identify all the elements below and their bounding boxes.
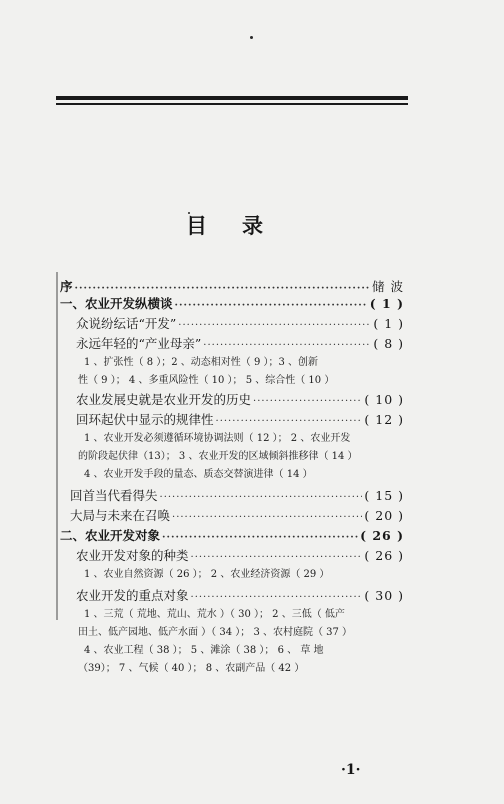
- leader-dots: [75, 281, 371, 297]
- toc-entry-page: ( 30 ): [364, 588, 404, 603]
- toc-entry-label: 永远年轻的“产业母亲”: [76, 336, 202, 351]
- toc-entry-label: 一、农业开发纵横谈: [60, 296, 173, 311]
- toc-subitems: 1 、扩张性（ 8 ）；2 、动态相对性（ 9 ）；3 、创新: [84, 357, 319, 368]
- toc-entry-page: ( 20 ): [364, 508, 404, 523]
- toc-entry[interactable]: [76, 336, 404, 354]
- toc-entry[interactable]: [76, 316, 404, 334]
- toc-subitems: 田土、低产园地、低产水面 ）（ 34 ）； 3 、农村庭院（ 37 ）: [78, 627, 353, 638]
- toc-title: [176, 210, 276, 246]
- page-number: ·1·: [341, 762, 361, 778]
- toc-title-char-2: 录: [242, 213, 263, 238]
- toc-entry-page: ( 26 ): [364, 548, 404, 563]
- toc-entry-page: ( 26 ): [360, 528, 404, 543]
- toc-entry-page: ( 10 ): [364, 392, 404, 407]
- ink-dot: [250, 36, 253, 39]
- leader-dots: [191, 590, 363, 606]
- toc-chapter-2[interactable]: [60, 528, 404, 546]
- leader-dots: [216, 414, 363, 430]
- toc-chapter-1[interactable]: [60, 296, 404, 314]
- toc-subitems: 的阶段起伏律（13）； 3 、农业开发的区域倾斜推移律（ 14 ）: [78, 451, 358, 462]
- toc-subitems: 性（ 9 ）； 4 、多重风险性（ 10 ）； 5 、综合性（ 10 ）: [78, 375, 335, 386]
- toc-entry-page: ( 8 ): [373, 336, 404, 351]
- toc-subitems: 1 、农业开发必须遵循环境协调法则（ 12 ）； 2 、农业开发: [84, 433, 351, 444]
- toc-entry-label: 大局与未来在召唤: [70, 508, 171, 523]
- toc-entry[interactable]: [70, 508, 404, 526]
- toc-entry[interactable]: [76, 588, 404, 606]
- leader-dots: [253, 394, 362, 410]
- leader-dots: [160, 490, 363, 506]
- header-rule-thick: [56, 96, 408, 100]
- toc-entry-preface[interactable]: [60, 279, 404, 297]
- toc-entry-label: 回环起伏中显示的规律性: [76, 412, 214, 427]
- toc-subitems: 1 、三荒（ 荒地、荒山、荒水 ）（ 30 ）； 2 、三低（ 低产: [84, 609, 345, 620]
- toc-title-char-1: 目: [186, 213, 207, 238]
- toc-entry-label: 回首当代看得失: [70, 488, 158, 503]
- toc-entry-page: ( 1 ): [373, 316, 404, 331]
- toc-entry-label: 序: [60, 279, 73, 294]
- leader-dots: [178, 318, 371, 334]
- left-margin-rule: [56, 272, 58, 620]
- toc-entry-label: 农业开发对象的种类: [76, 548, 189, 563]
- leader-dots: [191, 550, 363, 566]
- toc-entry-label: 二、农业开发对象: [60, 528, 161, 543]
- toc-entry-page: ( 15 ): [364, 488, 404, 503]
- toc-subitems: （39）； 7 、气候（ 40 ）； 8 、农副产品（ 42 ）: [78, 663, 305, 674]
- header-rule-thin: [56, 103, 408, 105]
- toc-entry-page: ( 12 ): [364, 412, 404, 427]
- leader-dots: [203, 338, 371, 354]
- toc-subitems: 4 、农业工程（ 38 ）； 5 、滩涂（ 38 ）； 6 、 草 地: [84, 645, 324, 656]
- toc-entry-label: 农业发展史就是农业开发的历史: [76, 392, 252, 407]
- toc-entry[interactable]: [70, 488, 404, 506]
- toc-entry-page: ( 1 ): [369, 296, 404, 311]
- leader-dots: [172, 510, 362, 526]
- toc-subitems: 4 、农业开发手段的量态、质态交替演进律（ 14 ）: [84, 469, 313, 480]
- leader-dots: [175, 298, 368, 314]
- toc-entry[interactable]: [76, 392, 404, 410]
- toc-entry[interactable]: [76, 412, 404, 430]
- toc-entry[interactable]: [76, 548, 404, 566]
- toc-subitems: 1 、农业自然资源（ 26 ）； 2 、农业经济资源（ 29 ）: [84, 569, 330, 580]
- toc-entry-label: 农业开发的重点对象: [76, 588, 189, 603]
- toc-entry-label: 众说纷纭话“开发”: [76, 316, 177, 331]
- leader-dots: [162, 530, 358, 546]
- toc-entry-author: 储 波: [372, 279, 404, 294]
